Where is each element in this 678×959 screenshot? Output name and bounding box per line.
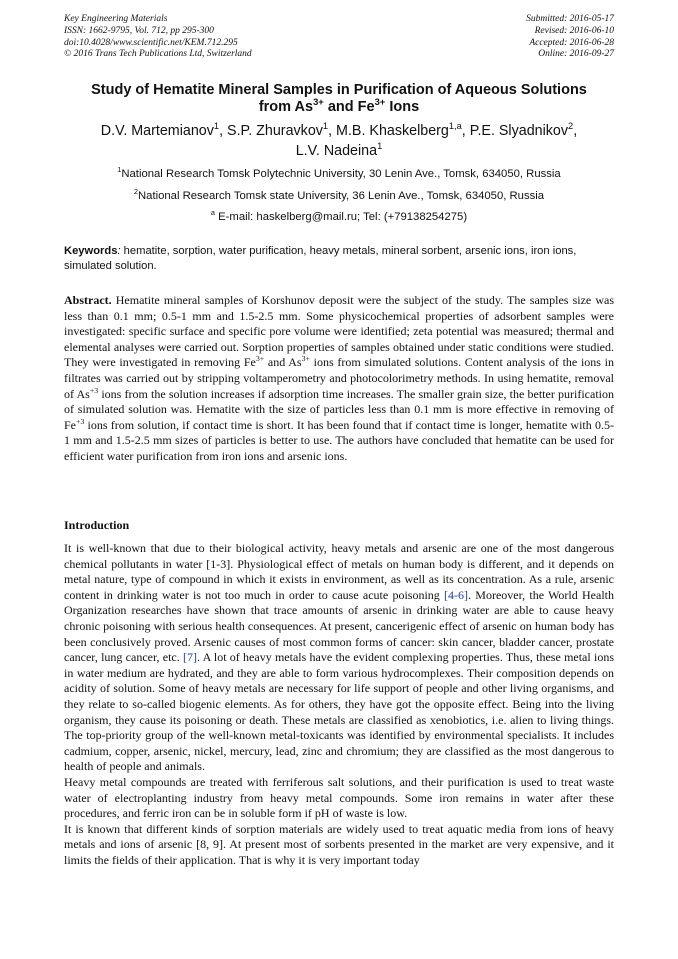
author-separator: , (219, 123, 228, 139)
author-separator: , (461, 123, 470, 139)
intro-paragraph-2: Heavy metal compounds are treated with ferriferous salt solutions, and their purification is used to treat waste water of electroplanting industry from heavy metal compounds. Some iron remains in water after these procedures, and ferric iron can be in soluble form if pH of waste is low. (64, 774, 614, 821)
author (295, 140, 383, 159)
author (101, 123, 227, 139)
author (470, 123, 577, 139)
citation-link[interactable]: [4-6] (444, 587, 469, 602)
keywords (64, 244, 614, 273)
author-list (40, 122, 638, 161)
author-name: S.P. Zhuravkov (227, 123, 323, 139)
abstract-text: Hematite mineral samples of Korshunov deposit were the subject of the study. The samples size was less than 0.1 mm; 0.5-1 mm and 1.5-2.5 mm. Some physicochemical properties of adsorbent samples were investigated: specific surface and specific pore volume were identified; zeta potential was measured; thermal and elemental analyses were carried out. Sorption properties of samples obtained under static conditions were studied. They were investigated in removing Fe (64, 293, 614, 370)
abstract-text: and As (264, 355, 302, 370)
keywords-text: hematite, sorption, water purification, heavy metals, mineral sorbent, arsenic ions, iron ions, simulated solution. (64, 245, 577, 272)
intro-paragraph-3: It is known that different kinds of sorption materials are widely used to treat aquatic media from ions of heavy metals and ions of arsenic [8, 9]. At present most of sorbents presented in the market are very expensive, and it limits the fields of their application. That is why it is very important today (64, 821, 614, 867)
title-ions: Ions (385, 99, 420, 115)
ion-charge: +3 (89, 385, 99, 395)
author-name: L.V. Nadeina (295, 142, 378, 159)
title-fe-charge: 3+ (374, 96, 386, 108)
abstract-text: ions from solution, if contact time is short. It has been found that if contact time is longer, hematite with 0.5-1 mm and 1.5-2.5 mm sizes of particles is better to use. The authors have concluded that hematite can be used for efficient water purification from iron ions and arsenic ions. (64, 417, 614, 463)
journal-issn: ISSN: 1662-9795, Vol. 712, pp 295-300 (64, 25, 214, 36)
contact-email (40, 210, 638, 224)
keywords-label: Keywords (64, 245, 118, 257)
paragraph-text: . Moreover, the World Health Organization researches have shown that trace amounts of arsenic in drinking water are able to cause heavy chronic poisoning with serious health consequences. At present, cancerigenic effect of arsenic on human body has been conclusively proved. Arsenic causes of most common forms of cancer: skin cancer, bladder cancer, prostate cancer, lung cancer, etc. (64, 587, 614, 665)
affiliation-mark: 1 (117, 165, 122, 175)
title-line-2 (40, 96, 638, 116)
introduction-body (64, 541, 614, 868)
ion-charge: 3+ (301, 354, 310, 364)
keywords-colon: : (117, 245, 121, 257)
citation-link[interactable]: [7] (183, 650, 197, 665)
affiliation-2 (40, 189, 638, 203)
affiliation-text: National Research Tomsk state University, 36 Lenin Ave., Tomsk, 634050, Russia (138, 190, 545, 202)
title-from: from As (258, 99, 314, 115)
author-name: M.B. Khaskelberg (336, 123, 449, 139)
ion-charge: 3+ (255, 354, 265, 364)
header-right (526, 14, 614, 61)
paper-title (40, 82, 638, 116)
introduction-heading: Introduction (64, 518, 130, 532)
journal-header (64, 14, 614, 66)
title-line-1: Study of Hematite Mineral Samples in Purification of Aqueous Solutions (91, 82, 587, 98)
author-separator: , (328, 123, 337, 139)
author (336, 123, 470, 139)
ion-charge: +3 (76, 416, 85, 426)
journal-name: Key Engineering Materials (64, 14, 168, 24)
copyright: © 2016 Trans Tech Publications Ltd, Switzerland (64, 49, 252, 60)
author-affiliation-mark: 2 (568, 121, 574, 132)
email-text: E-mail: haskelberg@mail.ru; Tel: (+79138254275) (215, 211, 468, 223)
intro-paragraph-1 (64, 541, 614, 775)
abstract-label: Abstract. (64, 293, 112, 307)
author-affiliation-mark: 1 (213, 121, 220, 132)
email-mark: a (210, 208, 215, 218)
author-name: D.V. Martemianov (100, 123, 214, 139)
online-date: Online: 2016-09-27 (538, 49, 614, 60)
revised-date: Revised: 2016-06-10 (534, 25, 614, 36)
article-doi: doi:10.4028/www.scientific.net/KEM.712.295 (64, 37, 238, 48)
abstract-text: ions from simulated solutions. Content analysis of the ions in filtrates was carried out by stripping voltamperometry and photocolorimetry methods. In using hematite, removal of As (64, 355, 615, 401)
paragraph-text: . A lot of heavy metals have the evident complexing properties. Thus, these metal ions in water medium are hydrated, and they are able to form various hydrocomplexes. Their composition depends on acidity of solution. Some of heavy metals are necessary for life support of people and other living organisms, and they relate to so-called biogenic elements. As for others, they have got the opposite effect. Being into the living organism, they cause its poisoning or death. These metals are classified as xenobiotics, i.e. alien to living things. The top-priority group of the well-known metal-toxicants was identified by environmental specialists. It includes cadmium, copper, arsenic, nickel, mercury, lead, zinc and chromium; they are classified as the most dangerous to health of people and animals. (64, 650, 614, 774)
abstract-text: ions from the solution increases if adsorption time increases. The smaller grain size, the better purification of simulated solution was. Hematite with the size of particles less than 0.1 mm is more effective in removing of Fe (64, 386, 614, 432)
title-as-charge: 3+ (313, 96, 324, 108)
header-left (64, 14, 252, 61)
affiliation-mark: 2 (133, 187, 138, 197)
affiliation-text: National Research Tomsk Polytechnic University, 30 Lenin Ave., Tomsk, 634050, Russia (121, 168, 561, 180)
submitted-date: Submitted: 2016-05-17 (526, 14, 614, 24)
author-separator: , (573, 123, 578, 139)
author-name: P.E. Slyadnikov (469, 123, 569, 139)
title-and: and Fe (323, 99, 375, 115)
paragraph-text: It is well-known that due to their biological activity, heavy metals and arsenic are one of the most dangerous chemical pollutants in water [1-3]. Physiological effect of metals on human body is different, and it depends on metal nature, type of compound in which it exists in environment, as well as its concentration. As a rule, arsenic content in drinking water is not too much in order to cause acute poisoning (64, 541, 614, 602)
author-affiliation-mark: 1 (322, 121, 329, 132)
author-affiliation-mark: 1 (377, 140, 383, 151)
accepted-date: Accepted: 2016-06-28 (529, 37, 614, 48)
abstract (64, 293, 614, 465)
affiliation-1 (40, 167, 638, 181)
author-affiliation-mark: 1,a (448, 121, 462, 132)
author (227, 123, 336, 139)
